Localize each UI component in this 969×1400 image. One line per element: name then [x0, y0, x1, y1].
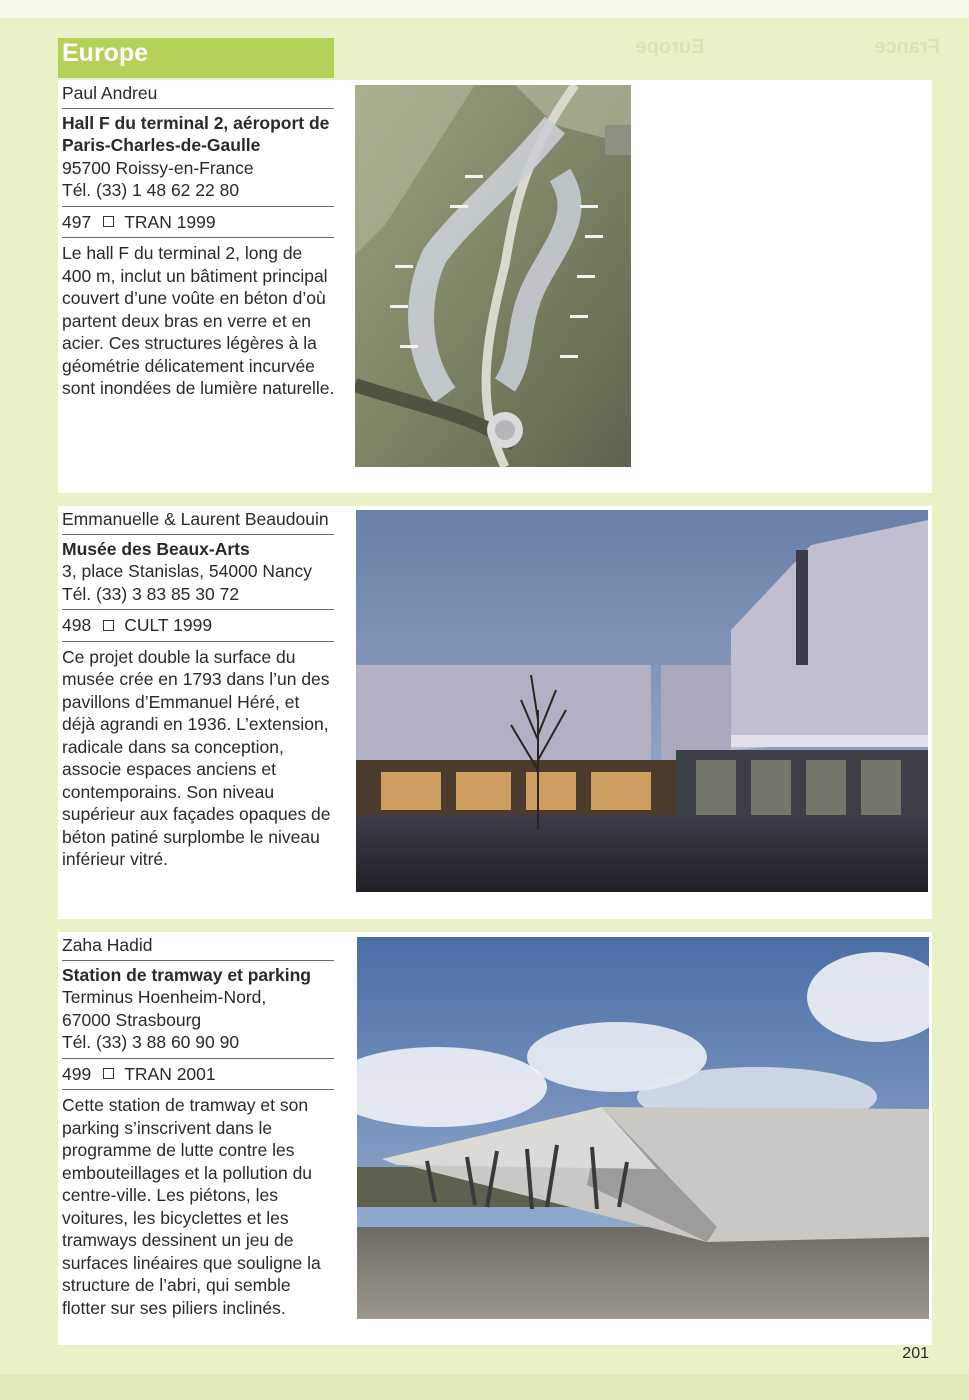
address-line: 95700 Roissy-en-France — [62, 157, 254, 178]
entry-category: TRAN 2001 — [124, 1063, 216, 1084]
page-number: 201 — [902, 1345, 929, 1362]
entry-number: 499 — [62, 1063, 92, 1084]
entry-card-499 — [58, 932, 932, 1345]
entry-number: 497 — [62, 211, 92, 232]
entry-code — [62, 610, 336, 641]
entry-card-497 — [58, 80, 932, 493]
entry-code — [62, 1059, 336, 1090]
address-line: 3, place Stanislas, 54000 Nancy — [62, 561, 313, 581]
entry-category: TRAN 1999 — [124, 211, 216, 232]
project-title: Station de tramway et parking — [62, 964, 311, 985]
phone-line: Tél. (33) 1 48 62 22 80 — [62, 180, 240, 200]
project-title: Musée des Beaux-Arts — [62, 538, 250, 559]
airport-aerial-photo — [355, 85, 631, 467]
bleed-through-right: Europe — [635, 36, 705, 58]
page-top-edge — [0, 0, 969, 18]
page-bottom-edge — [0, 1374, 969, 1400]
entry-text — [62, 932, 336, 1319]
entry-number: 498 — [62, 615, 92, 635]
address-line: 67000 Strasbourg — [62, 1009, 202, 1030]
museum-photo — [356, 510, 928, 892]
phone-line: Tél. (33) 3 83 85 30 72 — [62, 583, 240, 604]
bleed-through-header — [500, 36, 940, 66]
region-heading: Europe — [58, 38, 334, 78]
address-line: Terminus Hoenheim-Nord, — [62, 987, 267, 1007]
tram-station-photo — [357, 937, 929, 1319]
project-info — [62, 109, 336, 206]
entry-description: Cette station de tramway et son parking s’inscrivent dans le programme de lutte contre les embouteillages et la pollution du centre-ville. Les piétons, les voitures, les bicyclettes et les tramways dessinent un jeu de surfaces linéaires que souligne la structure de l’abri, qui semble flotter sur ses piliers inclinés. — [62, 1095, 321, 1318]
bleed-through-left: France — [874, 36, 940, 58]
architect-name: Emmanuelle & Laurent Beaudouin — [62, 509, 329, 529]
architect-name: Zaha Hadid — [62, 935, 153, 955]
entry-description: Ce projet double la surface du musée crée en 1793 dans l’un des pavillons d’Emmanuel Héré, et déjà agrandi en 1936. L’extension, radicale dans sa conception, associe espaces anciens et contemporains. Son niveau supérieur aux façades opaques de béton patiné surplombe le niveau inférieur vitré. — [62, 646, 331, 869]
entry-code — [62, 207, 336, 238]
architect-name: Paul Andreu — [62, 83, 158, 103]
entry-text — [62, 80, 336, 400]
checkbox-icon[interactable] — [103, 1068, 114, 1079]
checkbox-icon[interactable] — [103, 620, 114, 631]
checkbox-icon[interactable] — [103, 216, 114, 227]
project-info — [62, 961, 336, 1058]
entry-description: Le hall F du terminal 2, long de 400 m, inclut un bâtiment principal couvert d’une voûte en béton d’où partent deux bras en verre et en acier. Ces structures légères à la géométrie délicatement incurvée sont inondées de lumière naturelle. — [62, 243, 335, 398]
entry-category: CULT 1999 — [124, 615, 213, 635]
project-info — [62, 535, 336, 610]
project-title: Hall F du terminal 2, aéroport de Paris-Charles-de-Gaulle — [62, 112, 330, 155]
entry-text — [62, 506, 336, 871]
phone-line: Tél. (33) 3 88 60 90 90 — [62, 1032, 240, 1052]
entry-card-498 — [58, 506, 932, 919]
